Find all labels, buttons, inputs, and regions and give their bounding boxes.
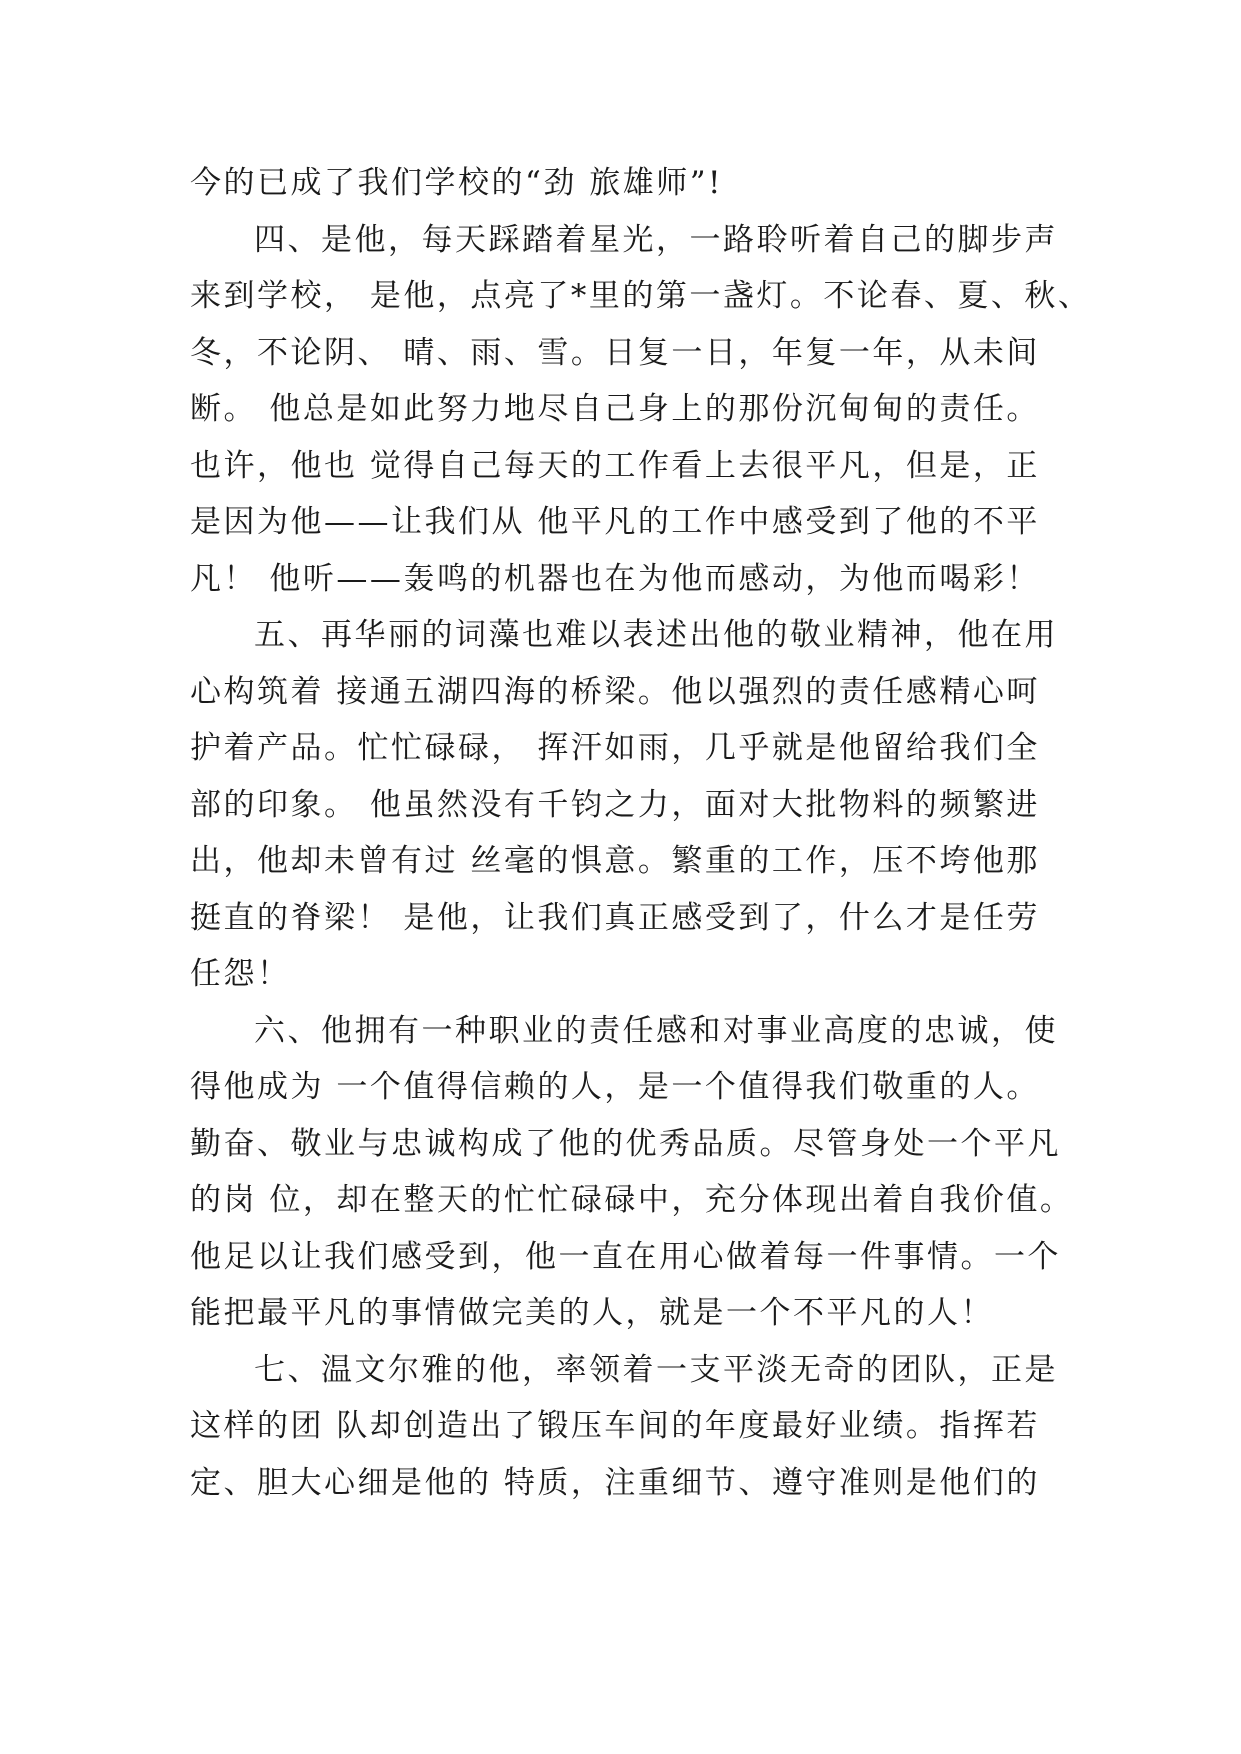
- text-line: 冬，不论阴、 晴、雨、雪。日复一日，年复一年，从未间: [190, 334, 1040, 371]
- paragraph-start-line: 四、是他，每天踩踏着星光，一路聆听着自己的脚步声: [254, 221, 1058, 258]
- text-line: 挺直的脊梁！ 是他，让我们真正感受到了，什么才是任劳: [190, 899, 1040, 936]
- text-line: 定、胆大心细是他的 特质，注重细节、遵守准则是他们的: [190, 1464, 1040, 1501]
- text-line: 勤奋、敬业与忠诚构成了他的优秀品质。尽管身处一个平凡: [190, 1125, 1061, 1162]
- text-line: 心构筑着 接通五湖四海的桥梁。他以强烈的责任感精心呵: [190, 673, 1040, 710]
- text-line: 他足以让我们感受到，他一直在用心做着每一件事情。一个: [190, 1238, 1061, 1275]
- paragraph-start-line: 五、再华丽的词藻也难以表述出他的敬业精神，他在用: [254, 617, 1058, 653]
- text-line: 断。 他总是如此努力地尽自己身上的那份沉甸甸的责任。: [190, 391, 1040, 427]
- text-line: 护着产品。忙忙碌碌， 挥汗如雨，几乎就是他留给我们全: [190, 730, 1040, 766]
- text-line: 出，他却未曾有过 丝毫的惧意。繁重的工作，压不垮他那: [190, 843, 1040, 879]
- text-line: 任怨！: [190, 956, 291, 992]
- document-body: [190, 155, 1092, 1511]
- text-line: 也许，他也 觉得自己每天的工作看上去很平凡，但是，正: [190, 447, 1040, 484]
- text-line: 得他成为 一个值得信赖的人，是一个值得我们敬重的人。: [190, 1069, 1040, 1105]
- text-line: 这样的团 队却创造出了锻压车间的年度最好业绩。指挥若: [190, 1408, 1040, 1444]
- text-line: 凡！ 他听——轰鸣的机器也在为他而感动，为他而喝彩！: [190, 560, 1040, 597]
- text-line: 今的已成了我们学校的“劲 旅雄师”!: [190, 165, 724, 201]
- paragraph-start-line: 六、他拥有一种职业的责任感和对事业高度的忠诚，使: [254, 1012, 1058, 1049]
- text-line: 的岗 位，却在整天的忙忙碌碌中，充分体现出着自我价值。: [190, 1182, 1074, 1218]
- text-line: 能把最平凡的事情做完美的人，就是一个不平凡的人！: [190, 1295, 994, 1331]
- text-line: 来到学校， 是他，点亮了*里的第一盏灯。不论春、夏、秋、: [190, 278, 1092, 314]
- paragraph-start-line: 七、温文尔雅的他，率领着一支平淡无奇的团队，正是: [254, 1351, 1058, 1388]
- text-line: 部的印象。 他虽然没有千钧之力，面对大批物料的频繁进: [190, 786, 1040, 823]
- text-line: 是因为他——让我们从 他平凡的工作中感受到了他的不平: [190, 504, 1040, 540]
